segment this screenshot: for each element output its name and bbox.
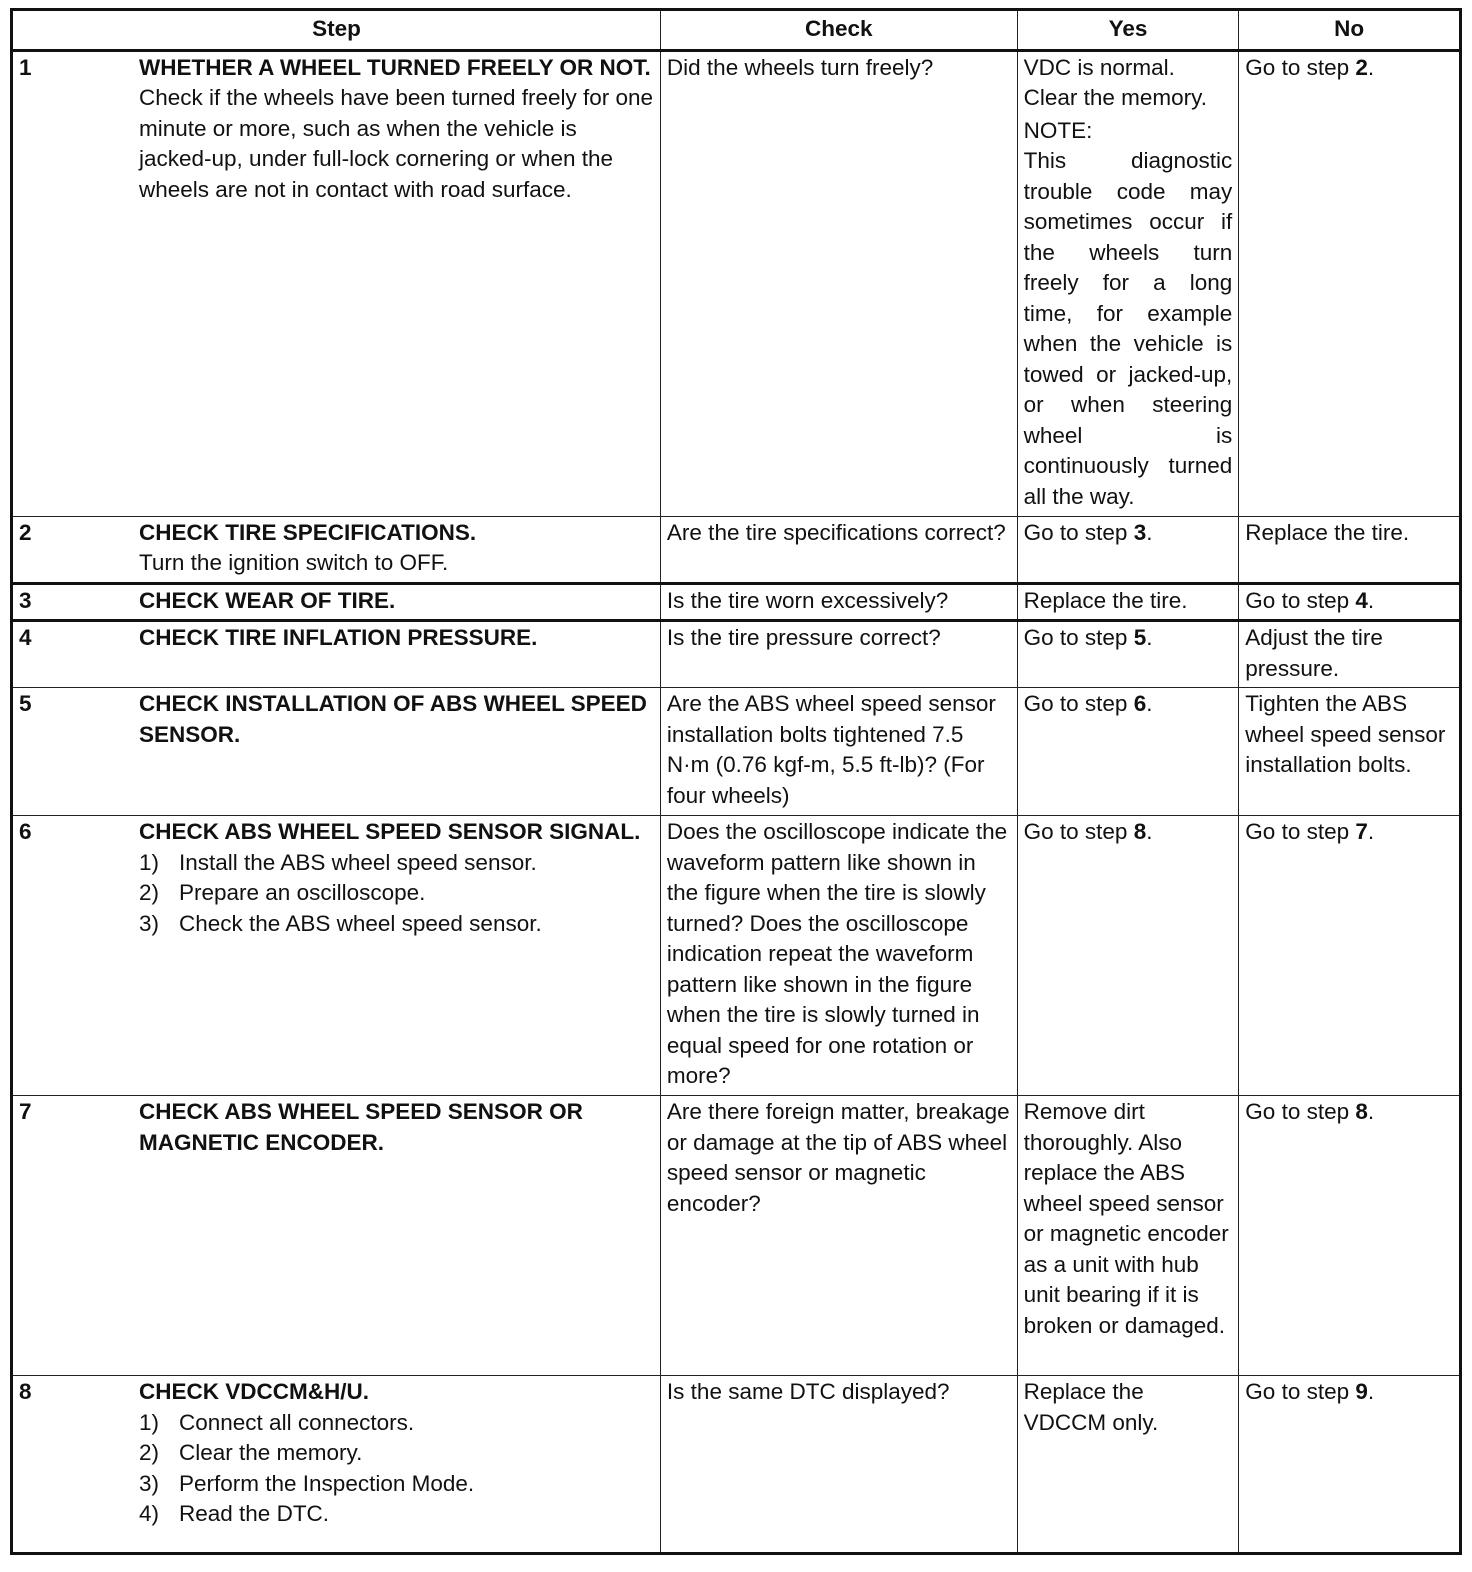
step-number: 3	[19, 587, 32, 613]
substep-number: 2)	[139, 1440, 160, 1465]
step-title: CHECK VDCCM&H/U.	[139, 1379, 369, 1404]
check-cell: Does the oscilloscope indicate the waveform pattern like shown in the figure when the tire is slowly turned? Does the oscilloscope indication repeat the waveform pattern like shown in the figure when the tire is slowly turned in equal speed for one rotation or more?	[660, 816, 1017, 1096]
step-title: CHECK ABS WHEEL SPEED SENSOR OR MAGNETIC ENCODER.	[139, 1099, 583, 1155]
header-no: No	[1239, 10, 1461, 51]
table-row	[12, 816, 1461, 1096]
step-number: 7	[19, 1099, 32, 1124]
step-title: CHECK INSTALLATION OF ABS WHEEL SPEED SENSOR.	[139, 691, 647, 747]
substep-item	[139, 878, 654, 909]
step-title: CHECK TIRE SPECIFICATIONS.	[139, 519, 477, 545]
yes-step-ref: 5	[1133, 625, 1147, 650]
no-cell	[1239, 1376, 1461, 1554]
note-text: This diagnostic trouble code may sometimes occur if the wheels turn freely for a long time, for example when the vehicle is towed or jacked-up, or when steering wheel is continuously turned all the way.	[1023, 148, 1233, 509]
note-label: NOTE:	[1023, 117, 1093, 143]
yes-text: Go to step	[1023, 625, 1134, 650]
substep-number: 2)	[139, 880, 160, 905]
check-cell: Are the tire specifications correct?	[660, 516, 1017, 583]
no-text-end: .	[1367, 1099, 1375, 1124]
no-text: Go to step	[1245, 54, 1356, 80]
check-cell: Are there foreign matter, breakage or damage at the tip of ABS wheel speed sensor or magnetic encoder?	[660, 1096, 1017, 1376]
header-check: Check	[660, 10, 1017, 51]
table-row	[12, 1376, 1461, 1554]
step-cell	[12, 50, 661, 516]
yes-cell: Replace the tire.	[1017, 583, 1239, 621]
yes-step-ref: 8	[1133, 819, 1147, 844]
substep-number: 1)	[139, 1409, 160, 1435]
no-step-ref: 7	[1355, 819, 1368, 844]
table-row	[12, 688, 1461, 816]
step-cell	[12, 621, 661, 688]
yes-step-ref: 6	[1133, 691, 1147, 716]
no-text-end: .	[1367, 1379, 1375, 1404]
yes-text: Go to step	[1023, 819, 1134, 844]
step-cell	[12, 1096, 661, 1376]
yes-cell	[1017, 688, 1239, 816]
yes-text-end: .	[1146, 819, 1153, 844]
substep-list	[139, 1408, 654, 1530]
yes-step-ref: 3	[1133, 519, 1147, 545]
substep-number: 3)	[139, 1470, 160, 1496]
substep-text: Install the ABS wheel speed sensor.	[179, 849, 537, 875]
check-cell: Are the ABS wheel speed sensor installation bolts tightened 7.5 N·m (0.76 kgf-m, 5.5 ft-lb)? (For four wheels)	[660, 688, 1017, 816]
yes-text-end: .	[1146, 691, 1153, 716]
no-step-ref: 9	[1355, 1379, 1368, 1404]
yes-cell	[1017, 516, 1239, 583]
step-number: 6	[19, 819, 32, 844]
yes-text-end: .	[1146, 519, 1153, 545]
step-title: CHECK TIRE INFLATION PRESSURE.	[139, 625, 538, 650]
substep-item	[139, 1408, 654, 1439]
substep-item	[139, 848, 654, 879]
diagnostic-table	[10, 8, 1462, 1555]
yes-text-end: .	[1146, 625, 1153, 650]
check-cell: Did the wheels turn freely?	[660, 50, 1017, 516]
diagnostic-document	[10, 8, 1462, 1555]
substep-item	[139, 1438, 654, 1469]
step-description: Turn the ignition switch to OFF.	[139, 550, 449, 575]
check-cell: Is the same DTC displayed?	[660, 1376, 1017, 1554]
step-number: 5	[19, 691, 32, 716]
substep-number: 4)	[139, 1501, 160, 1526]
step-description: Check if the wheels have been turned freely for one minute or more, such as when the vehicle is jacked-up, under full-lock cornering or when the wheels are not in contact with road surface.	[139, 85, 654, 202]
substep-item	[139, 1469, 654, 1500]
no-text: Go to step	[1245, 587, 1356, 613]
no-text: Go to step	[1245, 1099, 1356, 1124]
no-text-end: .	[1367, 819, 1375, 844]
substep-text: Clear the memory.	[179, 1440, 363, 1465]
no-cell: Tighten the ABS wheel speed sensor installation bolts.	[1239, 688, 1461, 816]
step-number: 2	[19, 519, 32, 545]
yes-text: Go to step	[1023, 519, 1134, 545]
step-number: 1	[19, 54, 32, 80]
yes-cell: Replace the VDCCM only.	[1017, 1376, 1239, 1554]
no-step-ref: 8	[1355, 1099, 1368, 1124]
no-cell	[1239, 1096, 1461, 1376]
substep-text: Check the ABS wheel speed sensor.	[179, 910, 542, 936]
check-cell: Is the tire pressure correct?	[660, 621, 1017, 688]
yes-text: VDC is normal. Clear the memory.	[1023, 54, 1208, 110]
table-row	[12, 516, 1461, 583]
yes-cell	[1017, 50, 1239, 516]
no-cell: Adjust the tire pressure.	[1239, 621, 1461, 688]
header-row	[12, 10, 1461, 51]
yes-cell: Remove dirt thoroughly. Also replace the ABS wheel speed sensor or magnetic encoder as a unit with hub unit bearing if it is broken or damaged.	[1017, 1096, 1239, 1376]
yes-text: Go to step	[1023, 691, 1134, 716]
header-step: Step	[12, 10, 661, 51]
check-cell: Is the tire worn excessively?	[660, 583, 1017, 621]
no-cell	[1239, 816, 1461, 1096]
no-text-end: .	[1367, 54, 1375, 80]
no-text: Go to step	[1245, 819, 1356, 844]
step-cell	[12, 816, 661, 1096]
no-cell	[1239, 50, 1461, 516]
no-step-ref: 2	[1355, 54, 1368, 80]
yes-cell	[1017, 816, 1239, 1096]
substep-item	[139, 909, 654, 940]
step-number: 4	[19, 625, 32, 650]
substep-text: Connect all connectors.	[179, 1409, 415, 1435]
table-row	[12, 50, 1461, 516]
step-cell	[12, 583, 661, 621]
step-title: CHECK ABS WHEEL SPEED SENSOR SIGNAL.	[139, 819, 641, 844]
step-title: WHETHER A WHEEL TURNED FREELY OR NOT.	[139, 54, 651, 80]
substep-text: Read the DTC.	[179, 1501, 330, 1526]
no-cell: Replace the tire.	[1239, 516, 1461, 583]
substep-text: Perform the Inspection Mode.	[179, 1470, 475, 1496]
table-row	[12, 583, 1461, 621]
substep-list	[139, 848, 654, 940]
no-cell	[1239, 583, 1461, 621]
step-cell	[12, 688, 661, 816]
substep-item	[139, 1499, 654, 1530]
substep-number: 3)	[139, 910, 160, 936]
step-cell	[12, 1376, 661, 1554]
table-row	[12, 1096, 1461, 1376]
header-yes: Yes	[1017, 10, 1239, 51]
substep-number: 1)	[139, 849, 160, 875]
no-step-ref: 4	[1355, 587, 1368, 613]
step-cell	[12, 516, 661, 583]
table-row	[12, 621, 1461, 688]
step-title: CHECK WEAR OF TIRE.	[139, 587, 396, 613]
no-text-end: .	[1367, 587, 1375, 613]
substep-text: Prepare an oscilloscope.	[179, 880, 426, 905]
step-number: 8	[19, 1379, 32, 1404]
no-text: Go to step	[1245, 1379, 1356, 1404]
yes-cell	[1017, 621, 1239, 688]
